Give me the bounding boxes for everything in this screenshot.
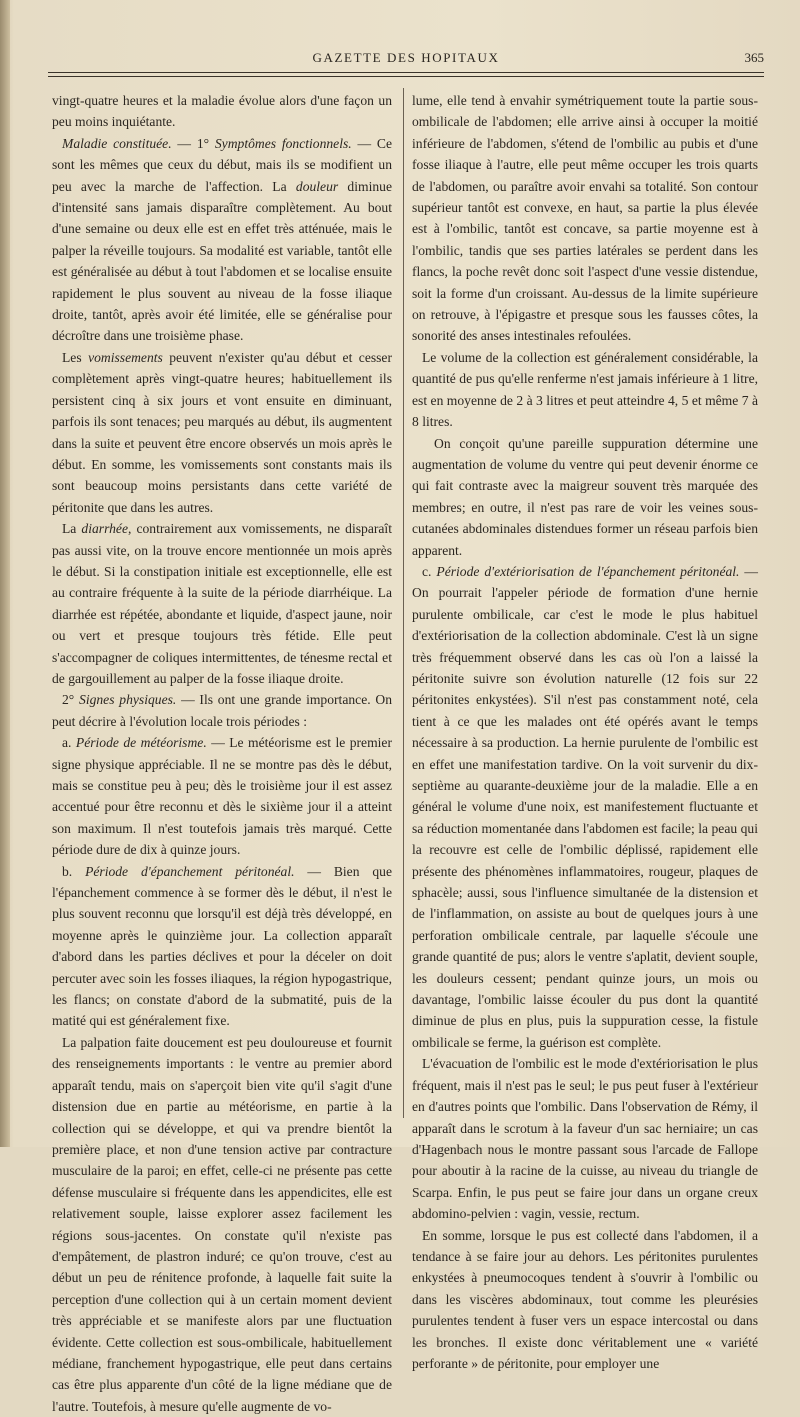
section-label: Symptômes fonctionnels.: [214, 135, 352, 151]
header-rule-thin: [48, 76, 764, 77]
paragraph: On conçoit qu'une pareille suppuration détermine une augmentation de volume du ventre qui peut devenir énorme ce qui fait contraste avec la maigreur souvent très marquée des membres; en outre, il n'est pas rare de voir les veines sous-cutanées abdominales distendues former un réseau parfois bien apparent.: [412, 435, 758, 558]
paragraph: La palpation faite doucement est peu douloureuse et fournit des renseignements importants : le ventre au premier abord apparaît tendu, mais on s'aperçoit bien vite qu'il s'agit d'une distension due en partie au météorisme, en partie à la collection qui se développe, et qui va prendre bientôt la première place, et non d'une tension active par contracture musculaire de la paroi; en effet, celle-ci ne présente pas cette défense musculaire si fréquente dans les appendicites, elle est relativement souple, laisse explorer assez facilement les régions sous-jacentes. On constate qu'il n'existe pas d'empâtement, de plastron induré; ce qu'on trouve, c'est au début un peu de rénitence profonde, à laquelle fait suite la perception d'une collection qui à un certain moment devient très appréciable et se manifeste alors par une fluctuation évidente. Cette collection est sous-ombilicale, habituellement médiane, franchement hypogastrique, elle peut dans certains cas être plus apparente d'un côté de la ligne médiane que de l'autre. Toutefois, à mesure qu'elle augmente de vo-: [52, 1034, 392, 1414]
page-number: 365: [744, 50, 764, 65]
page-header: [48, 50, 764, 70]
section-label: Maladie constituée.: [62, 135, 172, 151]
paragraph: a. Période de météorisme. — Le météorisme est le premier signe physique appréciable. Il ne se montre pas dès le début, mais se constitue peu à peu; dès le troisième jour il est assez accentué pour être reconnu et dès le sixième jour il a atteint son maximum. Il n'est toutefois jamais très marqué. Cette période dure de dix à quinze jours.: [52, 735, 392, 858]
paragraph: lume, elle tend à envahir symétriquement toute la partie sous-ombilicale de l'abdomen; elle arrive ainsi à occuper la moitié inférieure de l'abdomen, s'étend de l'ombilic au pubis et d'une fosse iliaque à l'autre, elle peut même occuper les trois quarts de l'abdomen, ou paraître avoir envahi sa totalité. Son contour supérieur tantôt est convexe, en haut, sa partie la plus élevée est à l'ombilic, tantôt est concave, sa partie moyenne est à l'ombilic, tandis que ses parties latérales se perdent dans les flancs, la poche revêt donc soit l'aspect d'une vessie distendue, soit la forme d'un croissant. Au-dessus de la limite supérieure on retrouve, à l'épigastre et presque sous les fausses côtes, la sonorité des anses intestinales refoulées.: [412, 93, 758, 344]
paragraph: En somme, lorsque le pus est collecté dans l'abdomen, il a tendance à se faire jour au dehors. Les péritonites purulentes enkystées à pneumocoques tendent à s'ouvrir à l'ombilic ou dans les viscères abdominaux, tout comme les pleurésies purulentes tendent à fuser vers un espace intercostal ou dans les bronches. Il existe donc véritablement une « variété perforante » de péritonite, pour employer une: [412, 1227, 758, 1371]
paragraph: La diarrhée, contrairement aux vomissements, ne disparaît pas aussi vite, on la trouve encore mentionnée un mois après le début. Si la constipation initiale est exceptionnelle, elle est au contraire fréquente à la suite de la période diarrhéique. La diarrhée est répétée, abondante et liquide, d'aspect jaune, noir ou vert et presque toujours très fétide. Elle peut s'accompagner de coliques intermittentes, de ténesme rectal et de gargouillement au palper de la fosse iliaque droite.: [52, 521, 392, 686]
paragraph: Le volume de la collection est généralement considérable, la quantité de pus qu'elle renferme n'est jamais inférieure à 1 litre, est en moyenne de 2 à 3 litres et peut atteindre 4, 5 et même 7 à 8 litres.: [412, 349, 758, 430]
left-column: [52, 90, 392, 1417]
section-label: Période d'extériorisation de l'épanchement péritonéal.: [436, 563, 740, 579]
section-label: Période de météorisme.: [75, 735, 207, 751]
paragraph: Les vomissements peuvent n'exister qu'au début et cesser complètement après vingt-quatre heures; habituellement ils persistent cinq à six jours et vont ensuite en diminuant, parfois ils sont tenaces; peu marqués au début, ils augmentent dans la suite et peuvent être encore observés un mois après le début. En somme, les vomissements sont constants mais ils sont beaucoup moins persistants dans cette variété de péritonite que dans les autres.: [52, 349, 392, 515]
paragraph: L'évacuation de l'ombilic est le mode d'extériorisation le plus fréquent, mais il n'est pas le seul; le pus peut fuser à l'extérieur en d'autres points que l'ombilic. Dans l'observation de Rémy, il apparaît dans le scrotum à la faveur d'un sac herniaire; un cas d'Hagenbach nous le montre passant sous l'arcade de Fallope pour aboutir à la racine de la cuisse, au niveau du triangle de Scarpa. Enfin, le pus peut se faire jour dans un organe creux abdomino-pelvien : vagin, vessie, rectum.: [412, 1056, 758, 1222]
column-divider: [403, 88, 404, 1118]
paragraph: vingt-quatre heures et la maladie évolue alors d'une façon un peu moins inquiétante.: [52, 93, 392, 130]
section-label: Signes physiques.: [79, 692, 177, 708]
running-title: GAZETTE DES HOPITAUX: [312, 50, 500, 65]
paragraph: Maladie constituée. — 1° Symptômes fonctionnels. — Ce sont les mêmes que ceux du début, mais ils se modifient un peu avec la marche de l'affection. La douleur diminue d'intensité sans jamais disparaître complètement. Au bout d'une semaine ou deux elle est en effet très atténuée, mais le palper la réveille toujours. Sa modalité est variable, tantôt elle est généralisée au début à tout l'abdomen et se localise ensuite rapidement le plus souvent au niveau de la fosse iliaque droite, tantôt, après avoir été limitée, elle se généralise pour décroître dans une troisième phase.: [52, 135, 392, 344]
paragraph: 2° Signes physiques. — Ils ont une grande importance. On peut décrire à l'évolution locale trois périodes :: [52, 692, 393, 729]
paragraph: b. Période d'épanchement péritonéal. — Bien que l'épanchement commence à se former dès le début, il n'est le plus souvent reconnu que lorsqu'il est déjà très développé, en moyenne après le quinzième jour. La collection apparaît d'abord dans les parties déclives et pour la déceler on doit percuter avec soin les fosses iliaques, la région hypogastrique, les flancs; on constate d'abord de la submatité, puis de la matité qui est généralement fixe.: [52, 863, 392, 1029]
section-label: Période d'épanchement péritonéal.: [85, 863, 295, 879]
right-column: [412, 90, 758, 1374]
header-rule-thick: [48, 72, 764, 73]
binding-edge: [0, 0, 10, 1147]
paragraph: c. Période d'extériorisation de l'épanchement péritonéal. — On pourrait l'appeler période de formation d'une hernie purulente ombilicale, car c'est le mode le plus habituel d'extériorisation de la collection abdominale. C'est là un signe très fréquemment observé dans les cas où l'on a laissé la péritonite suivre son évolution naturelle (12 fois sur 22 péritonites enkystées). S'il n'est pas constamment noté, cela tient à ce que les malades ont été opérés avant le temps nécessaire à sa production. La hernie purulente de l'ombilic est en effet une manifestation tardive. On la voit survenir du dix-septième au quarante-deuxième jour de la maladie. Elle a en général le volume d'une noix, est manifestement fluctuante et sa réduction momentanée dans l'abdomen est facile; la peau qui la recouvre est celle de l'ombilic déplissé, rapidement elle présente des phénomènes inflammatoires, rougeur, plaques de sphacèle; aussi, sous l'influence simultanée de la distension et de l'inflammation, on assiste au bout de quelques jours à une perforation ombilicale centrale, par laquelle s'écoule une grande quantité de pus; alors le ventre s'aplatit, devient souple, les douleurs cessent; pendant quinze jours, un mois ou davantage, l'ombilic laisse écouler du pus dont la quantité diminue de plus en plus, puis la suppuration cesse, la fistule ombilicale se ferme, la guérison est complète.: [412, 563, 758, 1050]
